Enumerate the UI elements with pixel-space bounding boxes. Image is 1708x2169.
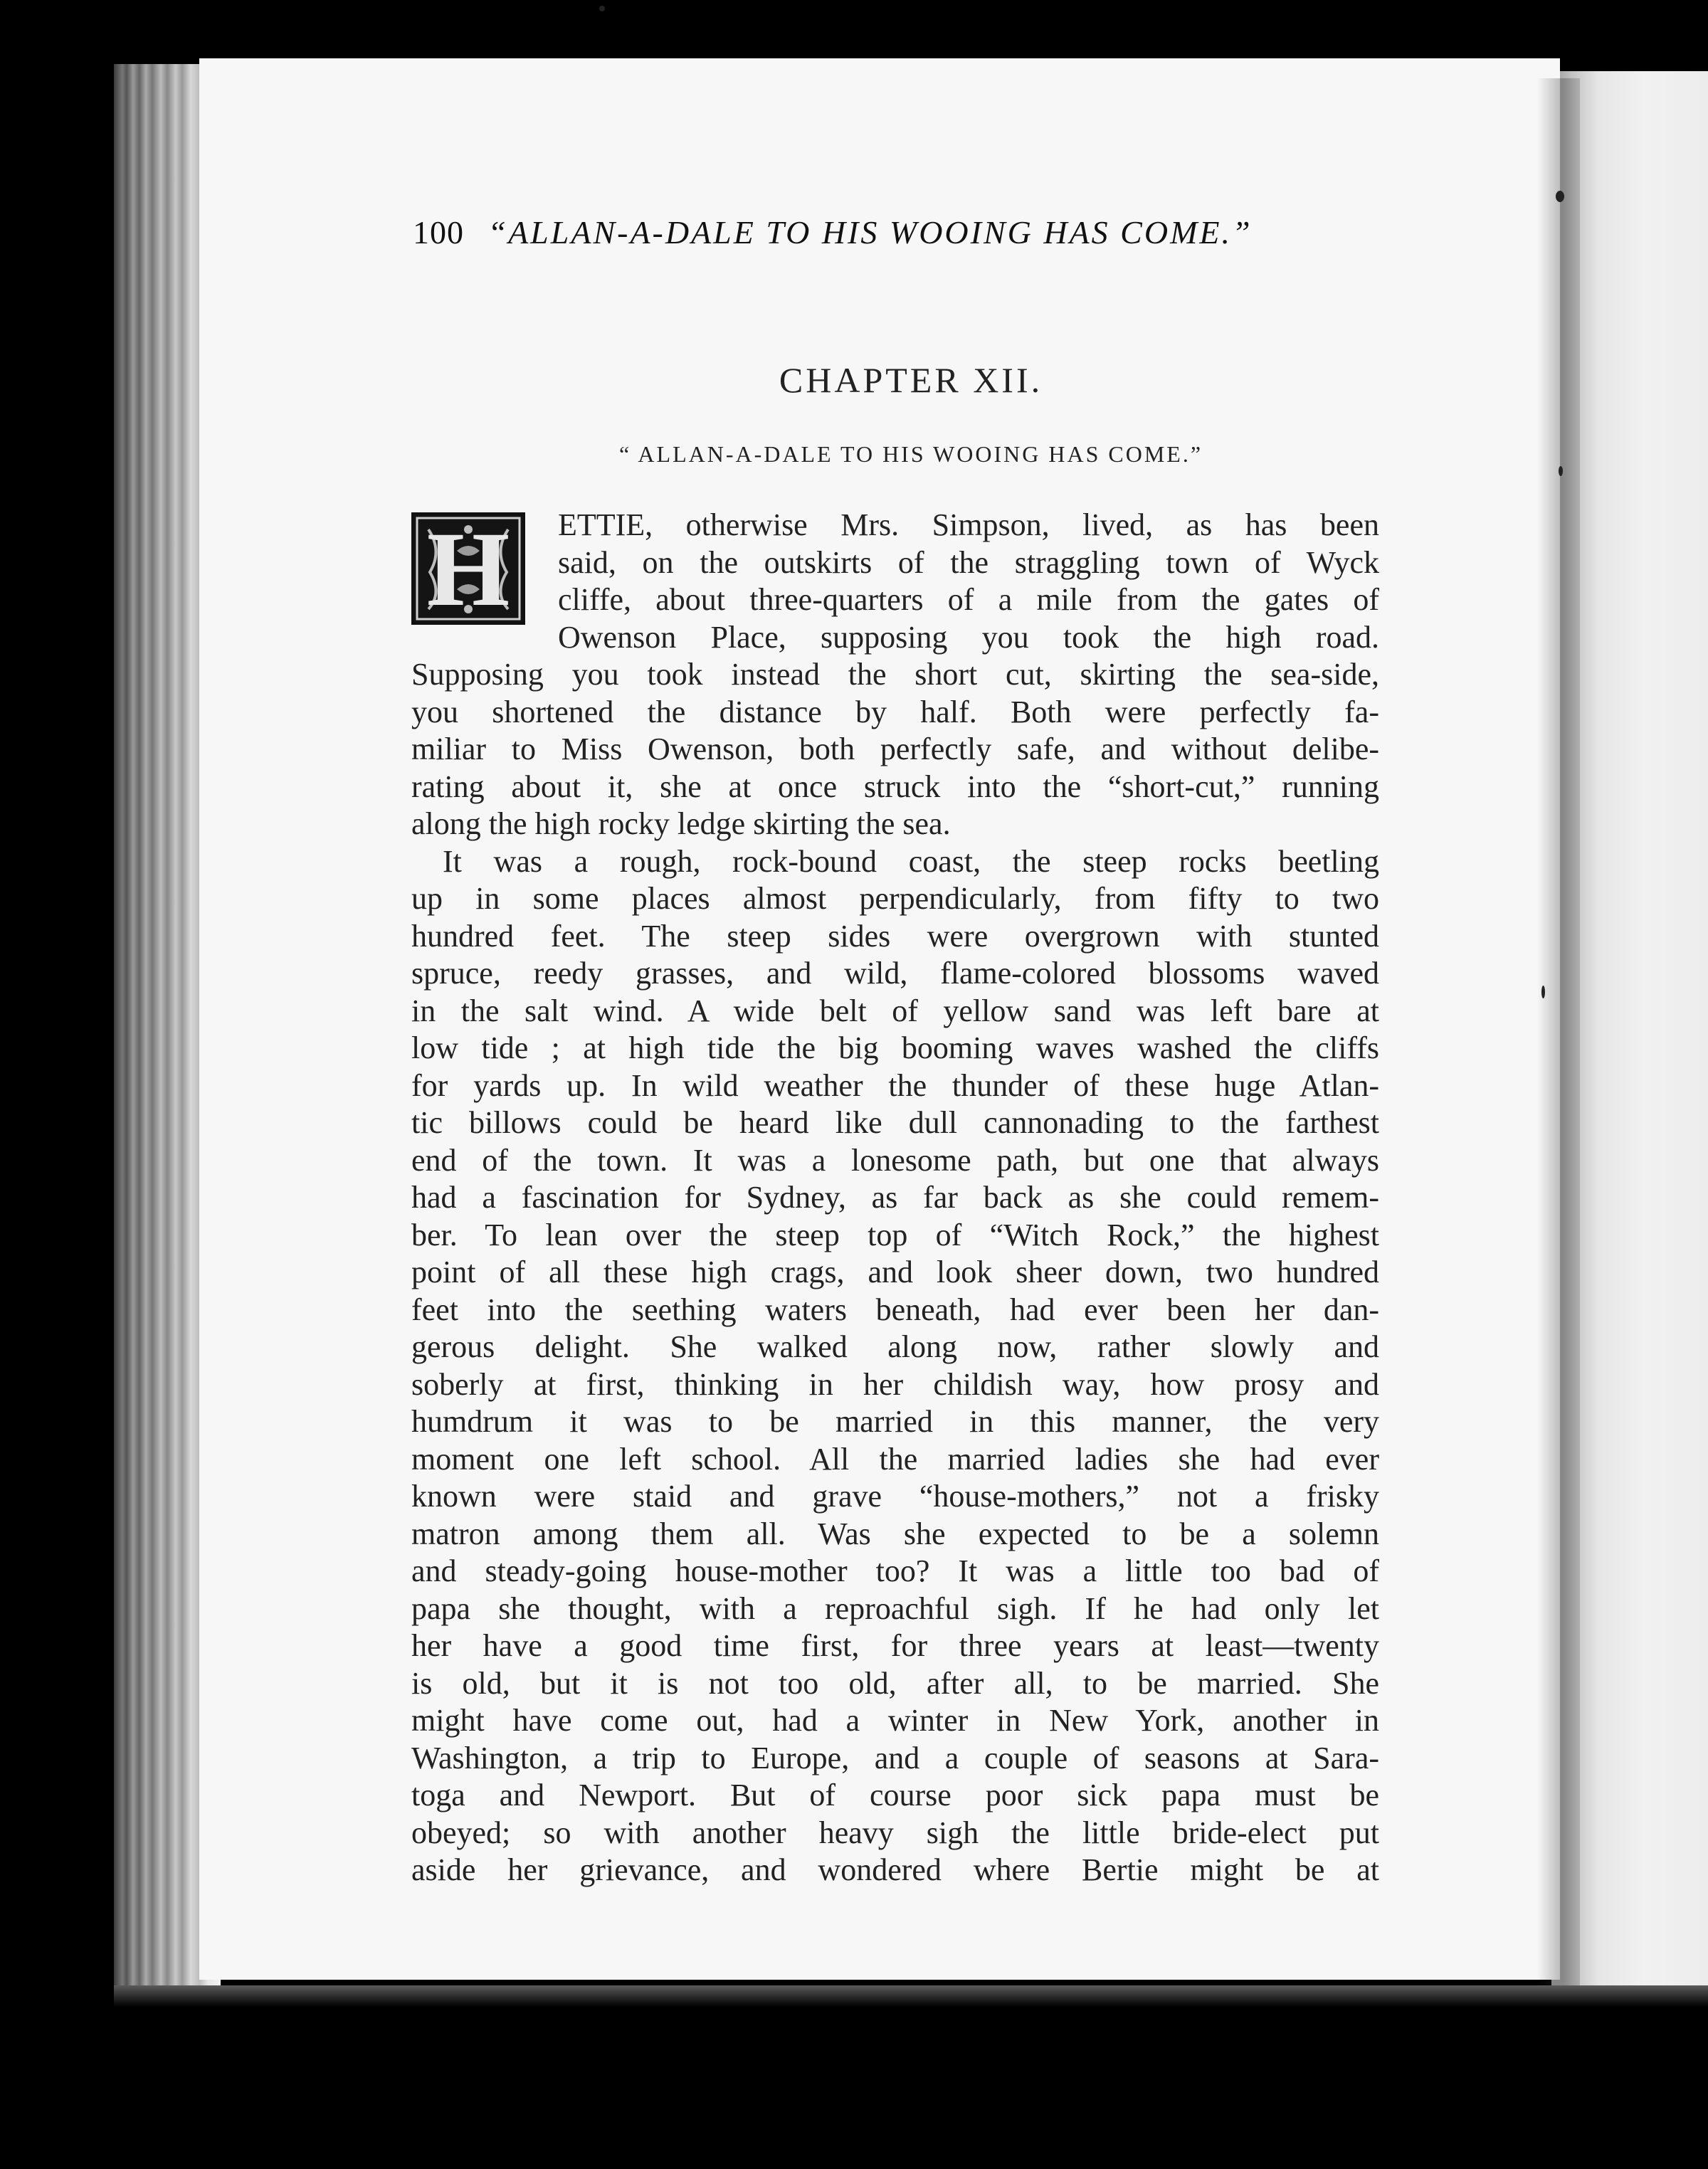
text-line: is old, but it is not too old, after all, to be married. She <box>411 1665 1379 1701</box>
text-line: papa she thought, with a reproachful sigh. If he had only let <box>411 1590 1379 1626</box>
text-line: miliar to Miss Owenson, both perfectly safe, and without delibe- <box>411 732 1379 766</box>
scan-speck <box>1556 191 1564 202</box>
running-head <box>413 213 1409 251</box>
text-line: moment one left school. All the married ladies she had ever <box>411 1441 1379 1477</box>
text-line: along the high rocky ledge skirting the sea. <box>411 806 951 841</box>
scan-speck <box>599 6 605 11</box>
text-line: had a fascination for Sydney, as far back as she could remem- <box>411 1180 1379 1215</box>
chapter-heading: CHAPTER XII. <box>779 360 1043 400</box>
text-line: rating about it, she at once struck into the “short-cut,” running <box>411 769 1379 804</box>
text-line: known were staid and grave “house-mothers,” not a frisky <box>411 1479 1379 1514</box>
text-line: feet into the seething waters beneath, had ever been her dan- <box>411 1292 1379 1327</box>
text-line: up in some places almost perpendicularly, from fifty to two <box>411 881 1379 916</box>
text-line: It was a rough, rock-bound coast, the steep rocks beetling <box>443 843 1379 879</box>
text-line: aside her grievance, and wondered where Bertie might be at <box>411 1852 1379 1887</box>
text-line: toga and Newport. But of course poor sick papa must be <box>411 1778 1379 1812</box>
text-line: end of the town. It was a lonesome path, but one that always <box>411 1142 1379 1178</box>
text-line: obeyed; so with another heavy sigh the little bride-elect put <box>411 1815 1379 1850</box>
text-line: her have a good time first, for three years at least—twenty <box>411 1628 1379 1663</box>
spine-shadow <box>1537 78 1580 1985</box>
text-line: humdrum it was to be married in this manner, the very <box>411 1404 1379 1439</box>
text-line: Supposing you took instead the short cut, skirting the sea-side, <box>411 657 1379 692</box>
text-line: you shortened the distance by half. Both were perfectly fa- <box>411 694 1379 729</box>
text-line: cliffe, about three-quarters of a mile from the gates of <box>558 582 1379 617</box>
bottom-shadow <box>114 1985 1708 2007</box>
page-number: 100 <box>413 214 464 250</box>
text-line: Washington, a trip to Europe, and a couple of seasons at Sara- <box>411 1740 1379 1775</box>
text-line: and steady-going house-mother too? It was a little too bad of <box>411 1553 1379 1588</box>
text-line: matron among them all. Was she expected to be a solemn <box>411 1516 1379 1551</box>
text-line: tic billows could be heard like dull cannonading to the farthest <box>411 1105 1379 1140</box>
chapter-body <box>411 507 1379 1889</box>
text-line: low tide ; at high tide the big booming waves washed the cliffs <box>411 1030 1379 1065</box>
text-line: ber. To lean over the steep top of “Witch Rock,” the highest <box>411 1217 1379 1252</box>
scan-speck <box>1559 466 1563 476</box>
text-line: ETTIE, otherwise Mrs. Simpson, lived, as has been <box>558 507 1379 542</box>
text-line: for yards up. In wild weather the thunder of these huge Atlan- <box>411 1067 1379 1103</box>
text-line: spruce, reedy grasses, and wild, flame-colored blossoms waved <box>411 956 1379 991</box>
text-line: might have come out, had a winter in New York, another in <box>411 1703 1379 1738</box>
text-line: point of all these high crags, and look sheer down, two hundred <box>411 1255 1379 1289</box>
text-line: said, on the outskirts of the straggling town of Wyck <box>558 544 1379 580</box>
drop-cap-letter: H <box>426 512 510 625</box>
text-line: gerous delight. She walked along now, rather slowly and <box>411 1329 1379 1364</box>
running-title: “ALLAN-A-DALE TO HIS WOOING HAS COME.” <box>487 214 1253 250</box>
scan-speck <box>1541 986 1545 998</box>
chapter-subtitle: “ ALLAN-A-DALE TO HIS WOOING HAS COME.” <box>618 441 1203 467</box>
text-line: Owenson Place, supposing you took the high road. <box>558 619 1379 655</box>
text-line: hundred feet. The steep sides were overgrown with stunted <box>411 918 1379 954</box>
text-line: in the salt wind. A wide belt of yellow sand was left bare at <box>411 993 1379 1028</box>
text-line: soberly at first, thinking in her childish way, how prosy and <box>411 1366 1379 1402</box>
